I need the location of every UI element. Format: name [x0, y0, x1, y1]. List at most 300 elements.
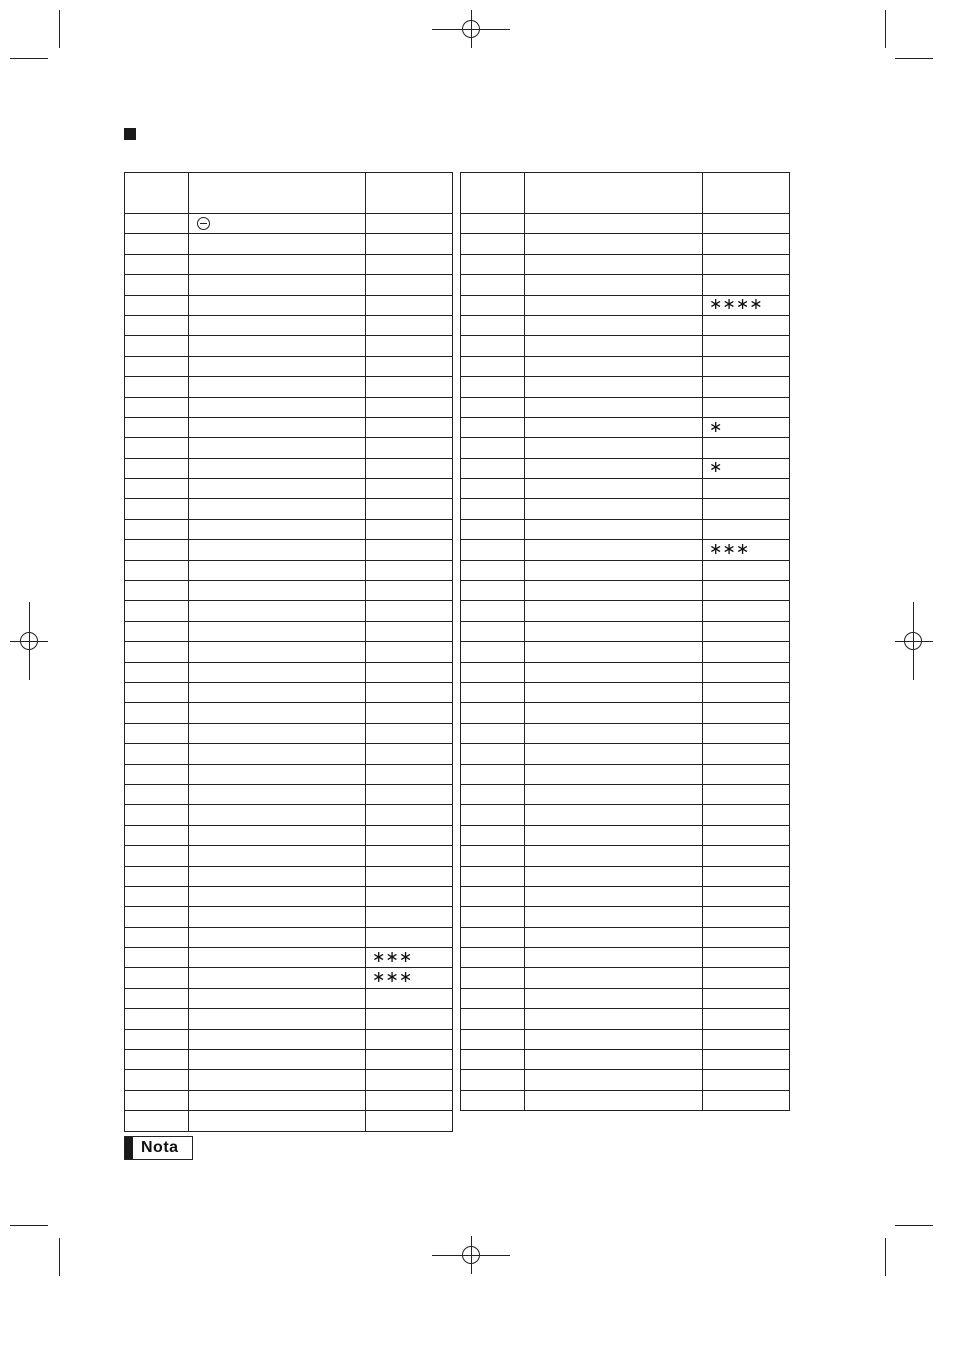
table-cell: [525, 907, 703, 927]
table-row: [461, 703, 790, 723]
asterisk-mark: ∗∗∗: [709, 540, 750, 558]
table-cell: [366, 295, 453, 315]
table-cell: [525, 377, 703, 397]
table-cell: [366, 1009, 453, 1029]
table-cell: [461, 825, 525, 845]
table-cell: [366, 764, 453, 784]
table-row: [125, 540, 453, 560]
table-cell: [125, 621, 189, 641]
table-cell: [125, 356, 189, 376]
table-cell: [525, 968, 703, 988]
table-cell: [461, 234, 525, 254]
table-cell: [461, 560, 525, 580]
table-cell: [366, 1050, 453, 1070]
table-cell: [525, 1029, 703, 1049]
table-cell: [125, 234, 189, 254]
table-cell: [366, 397, 453, 417]
table-cell: [125, 1111, 189, 1131]
table-cell: [189, 968, 366, 988]
table-cell: [525, 723, 703, 743]
table-row: [461, 214, 790, 234]
table-cell: [461, 417, 525, 437]
table-cell: [125, 927, 189, 947]
table-cell: [189, 1070, 366, 1090]
table-cell: [125, 336, 189, 356]
table-cell: [189, 479, 366, 499]
table-cell: [189, 1090, 366, 1110]
table-cell: [189, 519, 366, 539]
table-cell: [366, 988, 453, 1008]
table-cell: [461, 621, 525, 641]
table-cell: [125, 805, 189, 825]
table-cell: [525, 295, 703, 315]
table-row: [125, 866, 453, 886]
table-cell: [125, 601, 189, 621]
table-cell: [366, 479, 453, 499]
table-cell: [125, 397, 189, 417]
table-cell: [366, 438, 453, 458]
table-cell: [525, 315, 703, 335]
table-row: [461, 438, 790, 458]
table-row: [461, 417, 790, 437]
table-cell: [703, 907, 790, 927]
table-cell: [703, 988, 790, 1008]
table-cell: [703, 846, 790, 866]
table-cell: [189, 723, 366, 743]
table-cell: [189, 254, 366, 274]
table-cell: [461, 479, 525, 499]
asterisk-mark: ∗: [709, 459, 723, 477]
table-cell: [189, 988, 366, 1008]
table-row: [125, 805, 453, 825]
header-cell: [703, 173, 790, 214]
table-row: [461, 927, 790, 947]
table-row: [125, 1050, 453, 1070]
table-cell: [125, 254, 189, 274]
table-cell: [189, 234, 366, 254]
table-row: [125, 703, 453, 723]
table-cell: [366, 417, 453, 437]
table-cell: [461, 356, 525, 376]
table-row: [125, 1090, 453, 1110]
table-cell: [125, 1070, 189, 1090]
table-cell: [125, 479, 189, 499]
table-cell: [525, 1090, 703, 1110]
table-cell: [125, 968, 189, 988]
table-cell: [189, 458, 366, 478]
table-cell: [366, 356, 453, 376]
table-cell: [125, 784, 189, 804]
right-table: [460, 172, 790, 1111]
table-cell: [461, 886, 525, 906]
asterisk-mark: ∗∗∗: [372, 948, 413, 966]
table-row: [461, 560, 790, 580]
table-cell: [461, 744, 525, 764]
table-row: [125, 764, 453, 784]
table-cell: [525, 784, 703, 804]
table-row: [125, 254, 453, 274]
table-cell: [189, 805, 366, 825]
header-cell: [525, 173, 703, 214]
table-cell: [189, 315, 366, 335]
table-cell: [525, 1009, 703, 1029]
table-cell: [703, 764, 790, 784]
table-cell: [703, 662, 790, 682]
table-cell: [703, 1070, 790, 1090]
table-cell: [525, 560, 703, 580]
table-cell: [525, 948, 703, 968]
table-row: [461, 682, 790, 702]
table-row: [461, 1009, 790, 1029]
table-row: [125, 621, 453, 641]
table-cell: [703, 315, 790, 335]
table-row: [125, 1111, 453, 1131]
table-cell: [125, 1050, 189, 1070]
table-row: [125, 1029, 453, 1049]
table-cell: [525, 356, 703, 376]
table-cell: [703, 703, 790, 723]
table-cell: [366, 214, 453, 234]
table-cell: [703, 1050, 790, 1070]
table-cell: [703, 723, 790, 743]
table-cell: [461, 1070, 525, 1090]
table-cell: [189, 377, 366, 397]
table-row: [125, 479, 453, 499]
table-cell: [461, 948, 525, 968]
table-cell: [525, 581, 703, 601]
table-cell: [525, 1070, 703, 1090]
table-cell: [525, 397, 703, 417]
table-row: [461, 886, 790, 906]
table-cell: [125, 560, 189, 580]
table-cell: [703, 234, 790, 254]
table-row: [461, 723, 790, 743]
registration-line: [471, 10, 472, 48]
table-cell: [366, 315, 453, 335]
table-cell: [703, 519, 790, 539]
table-row: [125, 1070, 453, 1090]
table-cell: [189, 1050, 366, 1070]
table-cell: [189, 397, 366, 417]
table-cell: [525, 254, 703, 274]
table-cell: [525, 479, 703, 499]
table-cell: [703, 397, 790, 417]
table-cell: [461, 519, 525, 539]
table-row: [461, 499, 790, 519]
table-cell: [703, 825, 790, 845]
table-cell: [189, 927, 366, 947]
crop-mark: [895, 1225, 933, 1226]
table-cell: [703, 581, 790, 601]
asterisk-mark: ∗∗∗∗: [709, 296, 763, 314]
table-cell: [189, 581, 366, 601]
table-row: [125, 377, 453, 397]
table-row: [461, 397, 790, 417]
table-cell: [189, 784, 366, 804]
table-cell: [525, 744, 703, 764]
table-cell: [189, 1009, 366, 1029]
table-cell: [366, 519, 453, 539]
table-cell: [703, 805, 790, 825]
table-cell: [525, 682, 703, 702]
table-cell: [525, 601, 703, 621]
table-cell: [461, 927, 525, 947]
table-row: [125, 499, 453, 519]
table-cell: [703, 886, 790, 906]
table-row: [461, 479, 790, 499]
table-row: [461, 356, 790, 376]
table-cell: [461, 254, 525, 274]
table-cell: [125, 438, 189, 458]
table-cell: [125, 1009, 189, 1029]
table-cell: [461, 438, 525, 458]
table-header-row: [125, 173, 453, 214]
table-cell: [189, 662, 366, 682]
table-cell: [366, 234, 453, 254]
table-cell: [461, 1009, 525, 1029]
table-cell: [125, 417, 189, 437]
table-cell: [366, 784, 453, 804]
table-cell: [189, 214, 366, 234]
table-cell: [366, 336, 453, 356]
table-cell: [703, 927, 790, 947]
table-cell: [461, 275, 525, 295]
table-row: [461, 825, 790, 845]
asterisk-mark: ∗: [709, 418, 723, 436]
table-cell: [366, 581, 453, 601]
table-cell: [703, 336, 790, 356]
table-cell: [366, 254, 453, 274]
table-cell: [189, 540, 366, 560]
minus-circle-icon: [197, 217, 210, 230]
header-cell: [461, 173, 525, 214]
table-row: [461, 295, 790, 315]
table-cell: [366, 642, 453, 662]
table-cell: [461, 805, 525, 825]
table-row: [125, 642, 453, 662]
table-cell: [366, 621, 453, 641]
table-cell: [366, 1111, 453, 1131]
table-row: [461, 1029, 790, 1049]
table-cell: [189, 764, 366, 784]
crop-mark: [885, 1238, 886, 1276]
table-cell: [189, 886, 366, 906]
table-cell: [461, 642, 525, 662]
table-row: [461, 642, 790, 662]
table-cell: [189, 1111, 366, 1131]
table-cell: [125, 540, 189, 560]
table-row: [125, 275, 453, 295]
table-row: [125, 356, 453, 376]
table-cell: [461, 336, 525, 356]
table-row: [461, 540, 790, 560]
table-cell: [189, 621, 366, 641]
table-cell: [525, 764, 703, 784]
table-row: [125, 825, 453, 845]
table-cell: [703, 417, 790, 437]
table-cell: [189, 744, 366, 764]
table-cell: [189, 682, 366, 702]
table-row: [125, 846, 453, 866]
table-cell: [525, 458, 703, 478]
table-cell: [366, 703, 453, 723]
table-cell: [703, 866, 790, 886]
table-row: [461, 764, 790, 784]
table-cell: [703, 560, 790, 580]
table-cell: [366, 907, 453, 927]
table-row: [461, 907, 790, 927]
table-cell: [525, 499, 703, 519]
table-row: [125, 458, 453, 478]
table-cell: [461, 907, 525, 927]
table-cell: [366, 662, 453, 682]
table-cell: [461, 315, 525, 335]
table-row: [125, 784, 453, 804]
table-cell: [125, 458, 189, 478]
table-cell: [461, 295, 525, 315]
table-cell: [703, 499, 790, 519]
table-cell: [703, 601, 790, 621]
section-bullet: [124, 128, 136, 140]
table-cell: [525, 214, 703, 234]
table-cell: [125, 682, 189, 702]
left-table: [124, 172, 453, 1132]
table-row: [125, 295, 453, 315]
table-cell: [461, 703, 525, 723]
table-row: [461, 805, 790, 825]
table-cell: [125, 499, 189, 519]
table-cell: [125, 723, 189, 743]
table-row: [461, 336, 790, 356]
note-bar: [125, 1137, 133, 1159]
table-cell: [461, 397, 525, 417]
table-cell: [366, 825, 453, 845]
table-cell: [189, 907, 366, 927]
table-row: [125, 907, 453, 927]
header-cell: [189, 173, 366, 214]
table-cell: [366, 805, 453, 825]
table-row: [461, 968, 790, 988]
table-row: [461, 1050, 790, 1070]
table-cell: [461, 662, 525, 682]
table-cell: [703, 479, 790, 499]
table-row: [125, 1009, 453, 1029]
table-row: [461, 1070, 790, 1090]
table-cell: [525, 662, 703, 682]
table-row: [461, 744, 790, 764]
table-row: [461, 784, 790, 804]
table-cell: [461, 540, 525, 560]
table-cell: [525, 825, 703, 845]
table-cell: [703, 642, 790, 662]
table-cell: [461, 601, 525, 621]
table-cell: [125, 846, 189, 866]
table-cell: [189, 948, 366, 968]
table-cell: [189, 642, 366, 662]
table-cell: [525, 642, 703, 662]
table-cell: [703, 377, 790, 397]
table-cell: [703, 458, 790, 478]
table-cell: [461, 1050, 525, 1070]
table-cell: [125, 662, 189, 682]
note-text: Nota: [141, 1139, 179, 1156]
table-row: [125, 723, 453, 743]
table-row: [125, 417, 453, 437]
table-row: [461, 377, 790, 397]
table-cell: [189, 417, 366, 437]
table-cell: [125, 581, 189, 601]
crop-mark: [895, 58, 933, 59]
table-cell: [703, 968, 790, 988]
table-cell: [461, 214, 525, 234]
table-cell: [125, 744, 189, 764]
table-row: [461, 1090, 790, 1110]
table-cell: [189, 866, 366, 886]
table-row: [461, 581, 790, 601]
note-label: [124, 1136, 193, 1160]
table-cell: [189, 1029, 366, 1049]
table-cell: [125, 377, 189, 397]
table-cell: [461, 723, 525, 743]
table-cell: [525, 438, 703, 458]
table-row: [125, 397, 453, 417]
table-row: [125, 927, 453, 947]
table-header-row: [461, 173, 790, 214]
table-cell: [366, 682, 453, 702]
table-cell: [703, 214, 790, 234]
table-cell: [703, 356, 790, 376]
table-cell: [366, 744, 453, 764]
table-row: [125, 744, 453, 764]
table-row: [461, 275, 790, 295]
table-cell: [366, 886, 453, 906]
table-cell: [525, 805, 703, 825]
table-cell: [125, 1029, 189, 1049]
table-cell: [461, 866, 525, 886]
table-row: [125, 886, 453, 906]
table-row: [461, 458, 790, 478]
table-cell: [189, 601, 366, 621]
table-cell: [189, 825, 366, 845]
table-cell: [703, 1029, 790, 1049]
table-cell: [189, 275, 366, 295]
table-cell: [125, 295, 189, 315]
table-cell: [366, 968, 453, 988]
table-cell: [703, 1090, 790, 1110]
registration-line: [471, 1236, 472, 1274]
table-cell: [461, 377, 525, 397]
table-cell: [525, 519, 703, 539]
table-row: [461, 519, 790, 539]
table-cell: [125, 519, 189, 539]
table-cell: [461, 1029, 525, 1049]
table-cell: [461, 784, 525, 804]
table-cell: [461, 458, 525, 478]
table-cell: [525, 866, 703, 886]
table-cell: [125, 988, 189, 1008]
table-cell: [703, 948, 790, 968]
table-cell: [703, 254, 790, 274]
table-cell: [125, 764, 189, 784]
table-row: [125, 560, 453, 580]
table-row: [125, 336, 453, 356]
table-cell: [525, 234, 703, 254]
crop-mark: [59, 1238, 60, 1276]
table-cell: [125, 703, 189, 723]
table-row: [461, 601, 790, 621]
table-cell: [366, 499, 453, 519]
table-row: [461, 315, 790, 335]
